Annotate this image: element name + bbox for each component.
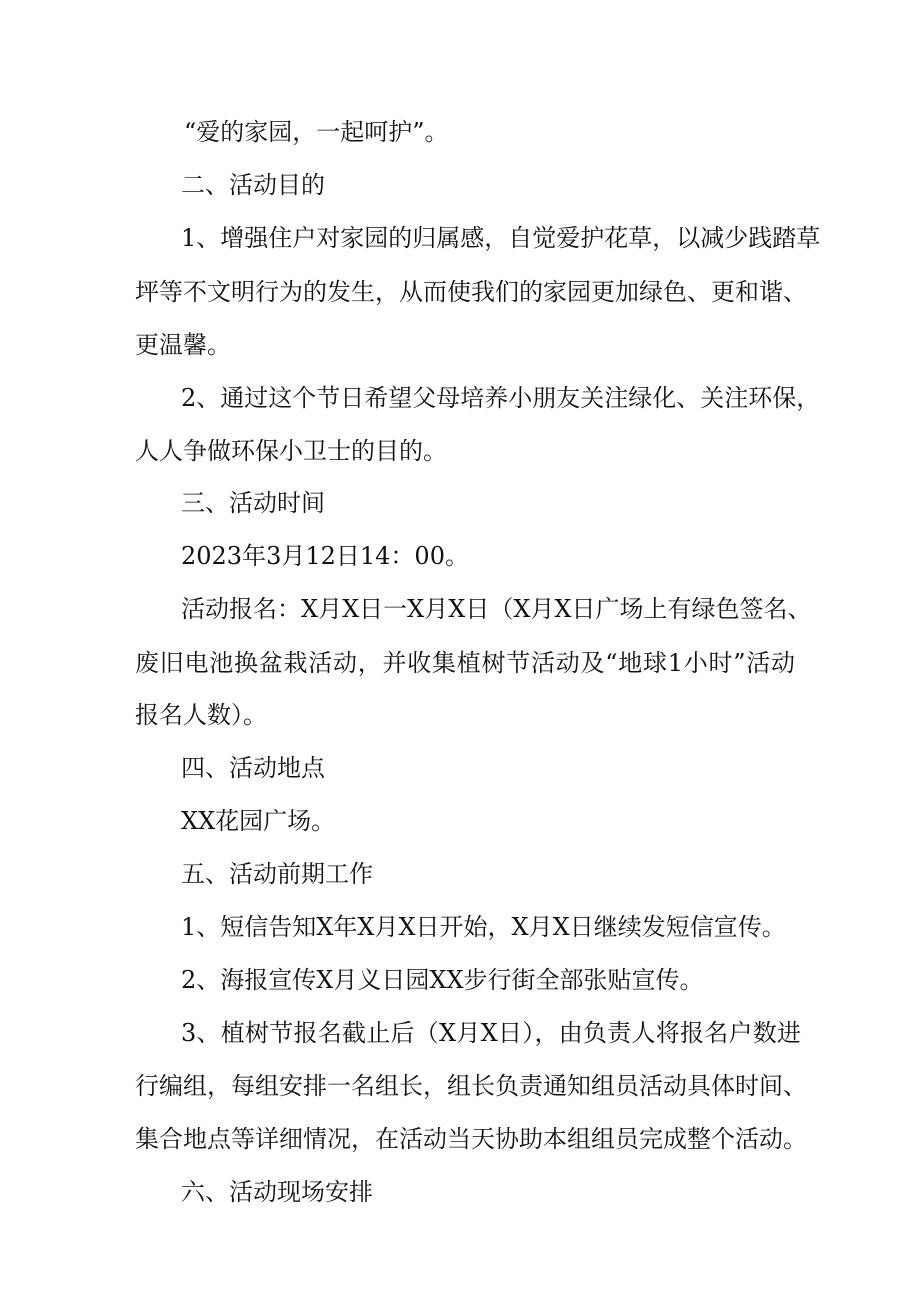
- activity-date: 2023年3月12日14：00。: [181, 542, 469, 570]
- text-line-18: 3、植树节报名截止后（X月X日），由负责人将报名户数进: [181, 1019, 802, 1047]
- text-line-7: 人人争做环保小卫士的目的。: [135, 437, 447, 465]
- text-line-11: 废旧电池换盆栽活动，并收集植树节活动及“地球1小时”活动: [135, 649, 796, 677]
- text-line-20: 集合地点等详细情况，在活动当天协助本组组员完成整个活动。: [135, 1125, 807, 1153]
- text-line-6: 2、通过这个节日希望父母培养小朋友关注绿化、关注环保，: [181, 384, 821, 412]
- text-line-3: 1、增强住户对家园的归属感，自觉爱护花草，以减少践踏草: [181, 224, 821, 252]
- text-line-12: 报名人数）。: [135, 701, 267, 729]
- text-line-16: 1、短信告知X年X月X日开始，X月X日继续发短信宣传。: [181, 913, 786, 941]
- heading-preparation-work: 五、活动前期工作: [181, 860, 373, 888]
- heading-onsite-arrangement: 六、活动现场安排: [181, 1178, 373, 1206]
- text-line-5: 更温馨。: [135, 331, 231, 359]
- text-line-17: 2、海报宣传X月义日园XX步行街全部张贴宣传。: [181, 966, 704, 994]
- heading-activity-purpose: 二、活动目的: [181, 171, 325, 199]
- text-line-1: “爱的家园，一起呵护”。: [184, 118, 449, 146]
- heading-activity-time: 三、活动时间: [181, 489, 325, 517]
- text-line-19: 行编组，每组安排一名组长，组长负责通知组员活动具体时间、: [135, 1072, 807, 1100]
- text-line-4: 坪等不文明行为的发生，从而使我们的家园更加绿色、更和谐、: [135, 278, 807, 306]
- activity-location: XX花园广场。: [181, 807, 336, 835]
- heading-activity-location: 四、活动地点: [181, 754, 325, 782]
- text-line-10: 活动报名：X月X日一X月X日（X月X日广场上有绿色签名、: [181, 595, 812, 623]
